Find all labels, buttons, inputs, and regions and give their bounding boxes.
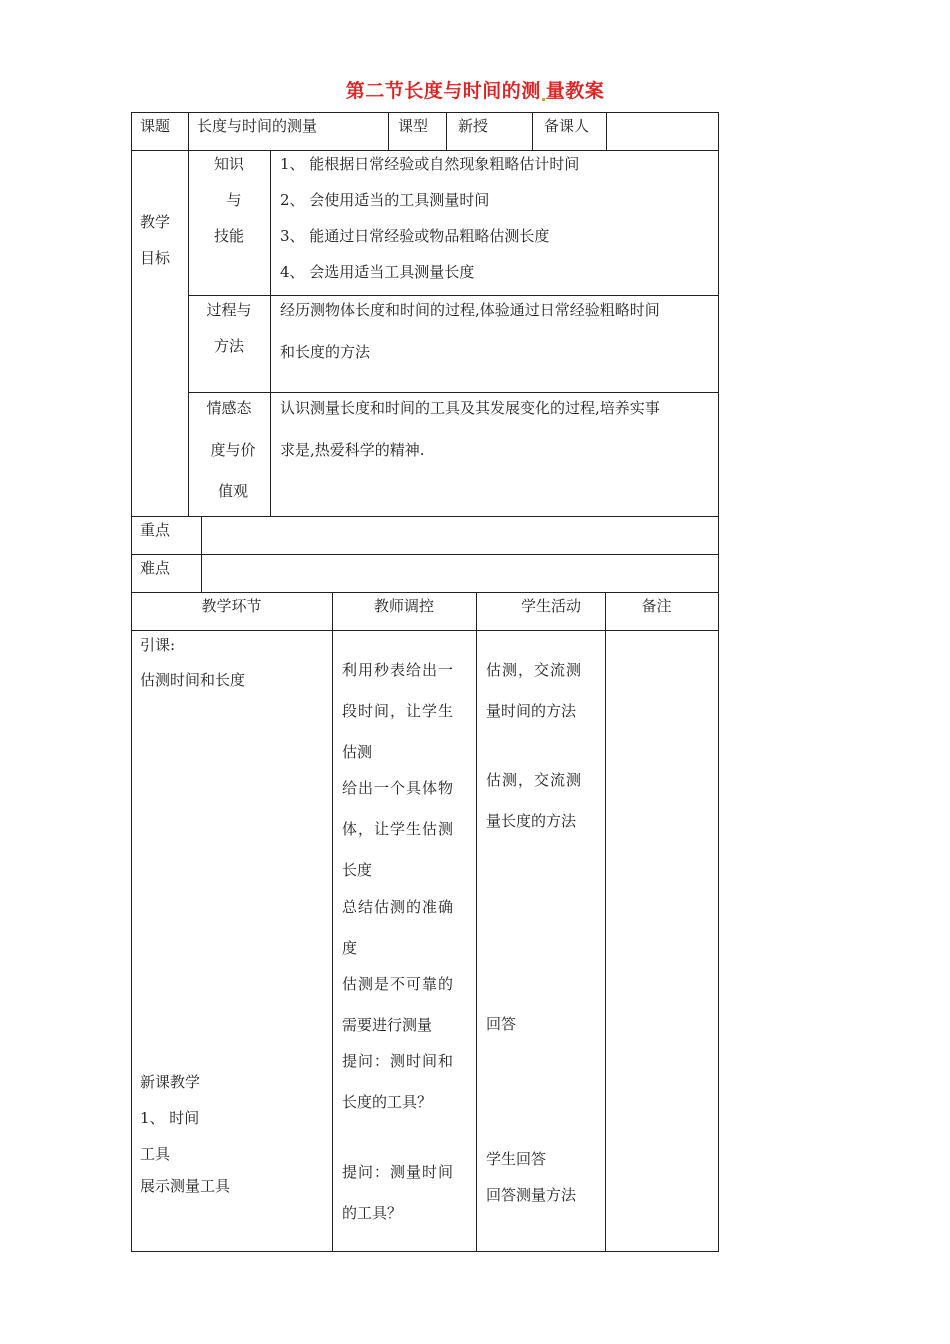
- topic-value: 长度与时间的测量: [197, 117, 318, 135]
- process-label-line2: 方法: [213, 337, 244, 355]
- type-label: 课型: [398, 117, 429, 135]
- col-divider: [188, 112, 189, 150]
- column-header-notes: 备注: [641, 597, 672, 615]
- teacher-line: 提问：测时间和: [342, 1052, 455, 1070]
- stage-item: 新课教学: [140, 1073, 201, 1091]
- stage-item: 引课:: [140, 636, 176, 654]
- row-divider: [131, 554, 719, 555]
- teacher-line: 长度: [342, 861, 373, 879]
- student-line: 回答: [486, 1015, 517, 1033]
- emotion-text-line1: 认识测量长度和时间的工具及其发展变化的过程,培养实事: [280, 399, 660, 417]
- table-border-left: [131, 112, 132, 1252]
- emotion-label-line3: 值观: [217, 482, 248, 500]
- teacher-line: 估测: [342, 743, 373, 761]
- col-divider: [606, 112, 607, 150]
- student-line: 量长度的方法: [486, 812, 577, 830]
- teacher-line: 的工具？: [342, 1204, 403, 1222]
- col-divider: [332, 592, 333, 1252]
- knowledge-label-line1: 知识: [213, 155, 244, 173]
- objectives-label-line2: 目标: [140, 249, 171, 267]
- knowledge-item: 4、 会选用适当工具测量长度: [280, 263, 475, 281]
- column-header-stage: 教学环节: [201, 597, 262, 615]
- emotion-label-line1: 情感态: [206, 399, 252, 417]
- col-divider: [446, 112, 447, 150]
- teacher-line: 提问：测量时间: [342, 1163, 455, 1181]
- stage-item: 估测时间和长度: [140, 671, 246, 689]
- col-divider: [532, 112, 533, 150]
- teacher-line: 总结估测的准确: [342, 898, 455, 916]
- teacher-line: 给出一个具体物: [342, 779, 455, 797]
- emotion-label-line2: 度与价: [210, 441, 256, 459]
- teacher-line: 段时间，让学生: [342, 702, 455, 720]
- teacher-line: 利用秒表给出一: [342, 661, 455, 679]
- emotion-text-line2: 求是,热爱科学的精神.: [280, 441, 425, 459]
- teacher-line: 度: [342, 939, 358, 957]
- row-divider: [131, 516, 719, 517]
- knowledge-label-line3: 技能: [213, 227, 244, 245]
- col-divider: [388, 112, 389, 150]
- knowledge-item: 3、 能通过日常经验或物品粗略估测长度: [280, 227, 550, 245]
- stage-item: 展示测量工具: [140, 1177, 231, 1195]
- column-header-student: 学生活动: [520, 597, 581, 615]
- knowledge-item: 2、 会使用适当的工具测量时间: [280, 191, 490, 209]
- teacher-line: 长度的工具？: [342, 1093, 433, 1111]
- objectives-label-line1: 教学: [140, 213, 171, 231]
- process-label-line1: 过程与: [206, 301, 252, 319]
- preparer-label: 备课人: [544, 117, 590, 135]
- row-divider: [131, 630, 719, 631]
- student-line: 估测，交流测: [486, 661, 583, 679]
- process-text-line2: 和长度的方法: [280, 343, 371, 361]
- stage-item: 工具: [140, 1145, 171, 1163]
- student-line: 估测，交流测: [486, 771, 583, 789]
- student-line: 量时间的方法: [486, 702, 577, 720]
- teacher-line: 需要进行测量: [342, 1016, 433, 1034]
- column-header-teacher: 教师调控: [373, 597, 434, 615]
- knowledge-item: 1、 能根据日常经验或自然现象粗略估计时间: [280, 155, 580, 173]
- process-text-line1: 经历测物体长度和时间的过程,体验通过日常经验粗略时间: [280, 301, 660, 319]
- difficulty-label: 难点: [140, 559, 171, 577]
- col-divider: [476, 592, 477, 1252]
- table-border-top: [131, 112, 719, 113]
- knowledge-label-line2: 与: [226, 191, 242, 209]
- col-divider: [605, 592, 606, 1252]
- student-line: 学生回答: [486, 1150, 547, 1168]
- table-border-right: [718, 112, 719, 1252]
- key-point-label: 重点: [140, 521, 171, 539]
- teacher-line: 体，让学生估测: [342, 820, 455, 838]
- document-title: 第二节长度与时间的测 量教案: [345, 80, 605, 102]
- teacher-line: 估测是不可靠的: [342, 975, 455, 993]
- student-line: 回答测量方法: [486, 1186, 577, 1204]
- topic-label: 课题: [140, 117, 171, 135]
- stage-item: 1、 时间: [140, 1109, 200, 1127]
- row-divider: [131, 150, 719, 151]
- stray-dot-mark: [542, 98, 545, 101]
- row-divider: [188, 295, 719, 296]
- row-divider: [188, 392, 719, 393]
- row-divider: [131, 592, 719, 593]
- type-value: 新授: [458, 117, 489, 135]
- table-border-bottom: [131, 1251, 719, 1252]
